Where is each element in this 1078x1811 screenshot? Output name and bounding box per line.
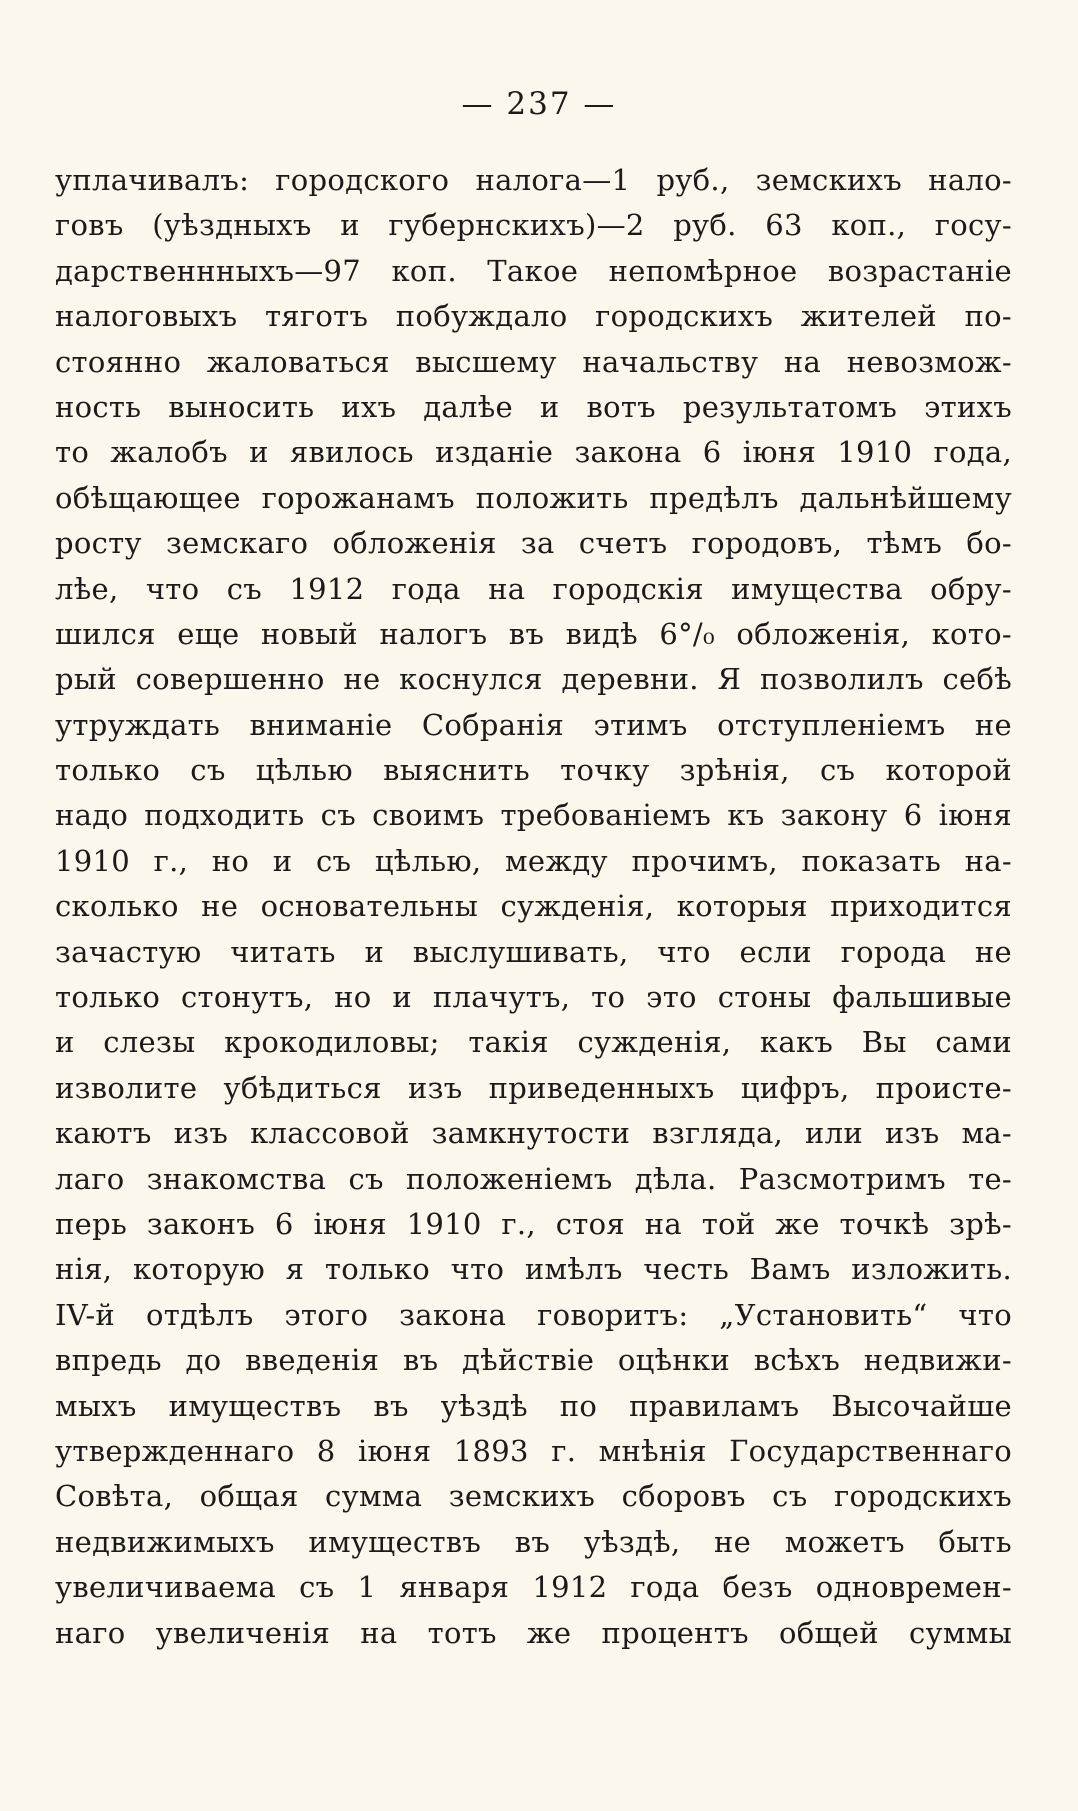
text-line: лаго знакомства съ положеніемъ дѣла. Разсмотримъ те- xyxy=(55,1161,1012,1196)
text-line: и слезы крокодиловы; такія сужденія, какъ Вы сами xyxy=(55,1025,1012,1060)
text-line: надо подходить съ своимъ требованіемъ къ закону 6 іюня xyxy=(55,798,1012,833)
text-line: IV-й отдѣлъ этого закона говоритъ: „Установить“ что xyxy=(55,1297,1012,1332)
text-line: налоговыхъ тяготъ побуждало городскихъ жителей по- xyxy=(55,299,1012,334)
text-line: Совѣта, общая сумма земскихъ сборовъ съ городскихъ xyxy=(55,1479,1012,1514)
text-line: шился еще новый налогъ въ видѣ 6°/₀ обложенія, кото- xyxy=(55,616,1012,651)
text-line: сколько не основательны сужденія, которыя приходится xyxy=(55,889,1012,924)
text-line: лѣе, что съ 1912 года на городскія имущества обру- xyxy=(55,571,1012,606)
page-number: — 237 — xyxy=(461,86,617,122)
text-line: наго увеличенія на тотъ же процентъ общей суммы xyxy=(55,1615,1012,1650)
text-line: перь законъ 6 іюня 1910 г., стоя на той же точкѣ зрѣ- xyxy=(55,1206,1012,1241)
text-line: уплачивалъ: городского налога—1 руб., земскихъ нало- xyxy=(55,163,1012,197)
text-line: мыхъ имуществъ въ уѣздѣ по правиламъ Высочайше xyxy=(55,1388,1012,1423)
text-line: утруждать вниманіе Собранія этимъ отступленіемъ не xyxy=(55,707,1012,742)
text-line: говъ (уѣздныхъ и губернскихъ)—2 руб. 63 коп., госу- xyxy=(55,208,1012,243)
text-line: недвижимыхъ имуществъ въ уѣздѣ, не можетъ быть xyxy=(55,1524,1012,1559)
text-line: ность выносить ихъ далѣе и вотъ результатомъ этихъ xyxy=(55,389,1012,424)
text-line: обѣщающее горожанамъ положить предѣлъ дальнѣйшему xyxy=(55,480,1012,515)
text-line: только съ цѣлью выяснить точку зрѣнія, съ которой xyxy=(55,753,1012,788)
text-line: росту земскаго обложенія за счетъ городовъ, тѣмъ бо- xyxy=(55,526,1012,561)
text-line: впредь до введенія въ дѣйствіе оцѣнки всѣхъ недвижи- xyxy=(55,1343,1012,1378)
text-line: только стонутъ, но и плачутъ, то это стоны фальшивые xyxy=(55,980,1012,1015)
text-line: зачастую читать и выслушивать, что если города не xyxy=(55,934,1012,969)
text-line: дарственнныхъ—97 коп. Такое непомѣрное возрастаніе xyxy=(55,253,1012,288)
text-line: каютъ изъ классовой замкнутости взгляда, или изъ ма- xyxy=(55,1116,1012,1151)
body-text xyxy=(55,158,1012,1656)
text-line: утвержденнаго 8 іюня 1893 г. мнѣнія Государственнаго xyxy=(55,1433,1012,1468)
text-line: стоянно жаловаться высшему начальству на невозмож- xyxy=(55,344,1012,379)
text-line: изволите убѣдиться изъ приведенныхъ цифръ, происте- xyxy=(55,1070,1012,1105)
text-line: нія, которую я только что имѣлъ честь Вамъ изложить. xyxy=(55,1252,1012,1287)
text-line: 1910 г., но и съ цѣлью, между прочимъ, показать на- xyxy=(55,843,1012,878)
text-line: рый совершенно не коснулся деревни. Я позволилъ себѣ xyxy=(55,662,1012,697)
text-line: увеличиваема съ 1 января 1912 года безъ одновремен- xyxy=(55,1570,1012,1605)
text-line: то жалобъ и явилось изданіе закона 6 іюня 1910 года, xyxy=(55,435,1012,470)
